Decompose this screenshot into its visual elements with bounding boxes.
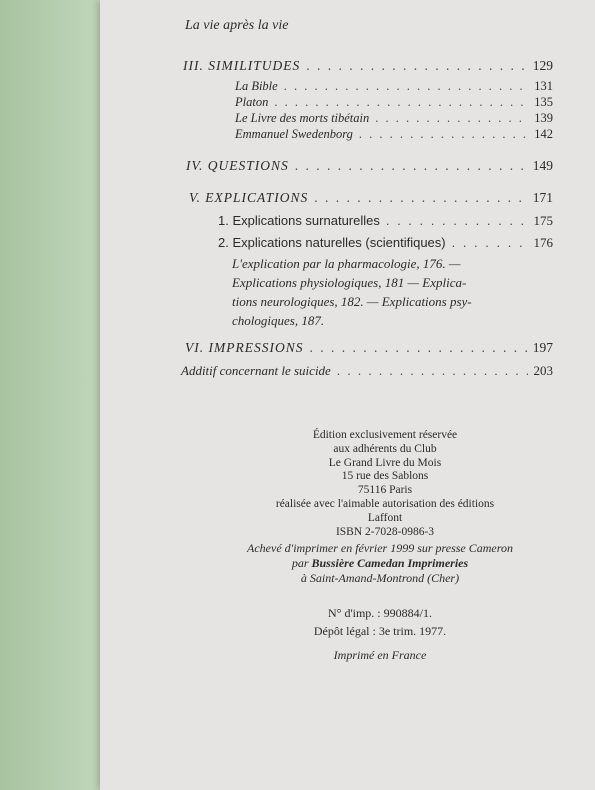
toc-leader	[274, 95, 528, 110]
running-head: La vie après la vie	[185, 18, 289, 33]
toc-page-number: 142	[534, 127, 553, 141]
toc-section-title: VI. IMPRESSIONS	[185, 340, 304, 355]
printer-name: Bussière Camedan Imprimeries	[311, 556, 469, 570]
toc-page-number: 176	[533, 235, 553, 250]
colophon-line: 15 rue des Sablons	[341, 470, 429, 483]
toc-addendum-suicide	[181, 363, 553, 379]
toc-leader	[375, 111, 528, 126]
toc-item-platon	[235, 95, 553, 110]
toc-item-surnaturelles	[218, 213, 553, 229]
legal-info	[260, 606, 500, 663]
toc-leader	[386, 213, 528, 228]
toc-page-number: 131	[534, 79, 553, 93]
colophon-line: 75116 Paris	[357, 484, 413, 497]
toc-section-title: IV. QUESTIONS	[186, 158, 289, 173]
toc-page-number: 149	[532, 158, 553, 173]
toc-item-label: 1. Explications surnaturelles	[218, 213, 380, 228]
toc-item-naturelles	[218, 235, 553, 251]
depot-legal: Dépôt légal : 3e trim. 1977.	[313, 624, 447, 638]
printer-line: Achevé d'imprimer en février 1999 sur presse Cameron	[247, 541, 513, 555]
toc-section-questions	[186, 158, 553, 174]
toc-section-explications	[189, 190, 553, 206]
toc-leader	[295, 158, 527, 174]
toc-item-label: Le Livre des morts tibétain	[235, 111, 370, 125]
toc-item-label: Platon	[235, 95, 269, 109]
toc-item-swedenborg	[235, 127, 553, 142]
impression-number: N° d'imp. : 990884/1.	[328, 606, 432, 620]
colophon-line: Le Grand Livre du Mois	[328, 456, 442, 469]
toc-item-label: 2. Explications naturelles (scientifiques)	[218, 235, 446, 250]
colophon-line: réalisée avec l'aimable autorisation des éditions Laffont	[275, 497, 495, 524]
colophon-line: Édition exclusivement réservée	[312, 429, 458, 441]
toc-subsection-line: tions neurologiques, 182. — Explications psy-	[232, 294, 472, 309]
toc-leader	[284, 79, 529, 94]
toc-subsection-line: L'explication par la pharmacologie, 176. —	[232, 256, 461, 271]
toc-leader	[306, 58, 527, 74]
toc-page-number: 203	[533, 363, 553, 378]
printer-info	[215, 541, 545, 586]
toc-item-livre-des-morts	[235, 111, 553, 126]
toc-page-number: 139	[534, 111, 553, 125]
toc-subsection-line: chologiques, 187.	[232, 313, 325, 328]
printer-prefix: par	[291, 556, 312, 570]
toc-page-number: 175	[533, 213, 553, 228]
toc-page-number: 129	[532, 58, 553, 73]
toc-page-number: 135	[534, 95, 553, 109]
toc-page-number: 171	[532, 190, 553, 205]
printer-line: à Saint-Amand-Montrond (Cher)	[300, 571, 460, 585]
toc-section-impressions	[185, 340, 553, 356]
toc-item-label: Additif concernant le suicide	[181, 363, 331, 378]
colophon	[260, 429, 510, 539]
green-background	[0, 0, 110, 790]
toc-page-number: 197	[532, 340, 553, 355]
printed-in: Imprimé en France	[333, 648, 427, 662]
toc-section-similitudes	[183, 58, 553, 74]
toc-section-title: V. EXPLICATIONS	[189, 190, 309, 205]
colophon-line: aux adhérents du Club	[333, 442, 437, 455]
toc-leader	[309, 340, 526, 356]
toc-section-title: III. SIMILITUDES	[183, 58, 301, 73]
toc-item-bible	[235, 79, 553, 94]
toc-leader	[452, 235, 528, 250]
toc-subsections-paragraph	[232, 254, 552, 330]
toc-item-label: La Bible	[235, 79, 278, 93]
toc-leader	[337, 363, 528, 379]
toc-leader	[314, 190, 526, 206]
toc-item-label: Emmanuel Swedenborg	[235, 127, 353, 141]
printer-line	[215, 556, 545, 571]
colophon-line: ISBN 2-7028-0986-3	[335, 525, 435, 538]
toc-leader	[359, 127, 528, 142]
toc-subsection-line: Explications physiologiques, 181 — Explica-	[232, 275, 467, 290]
